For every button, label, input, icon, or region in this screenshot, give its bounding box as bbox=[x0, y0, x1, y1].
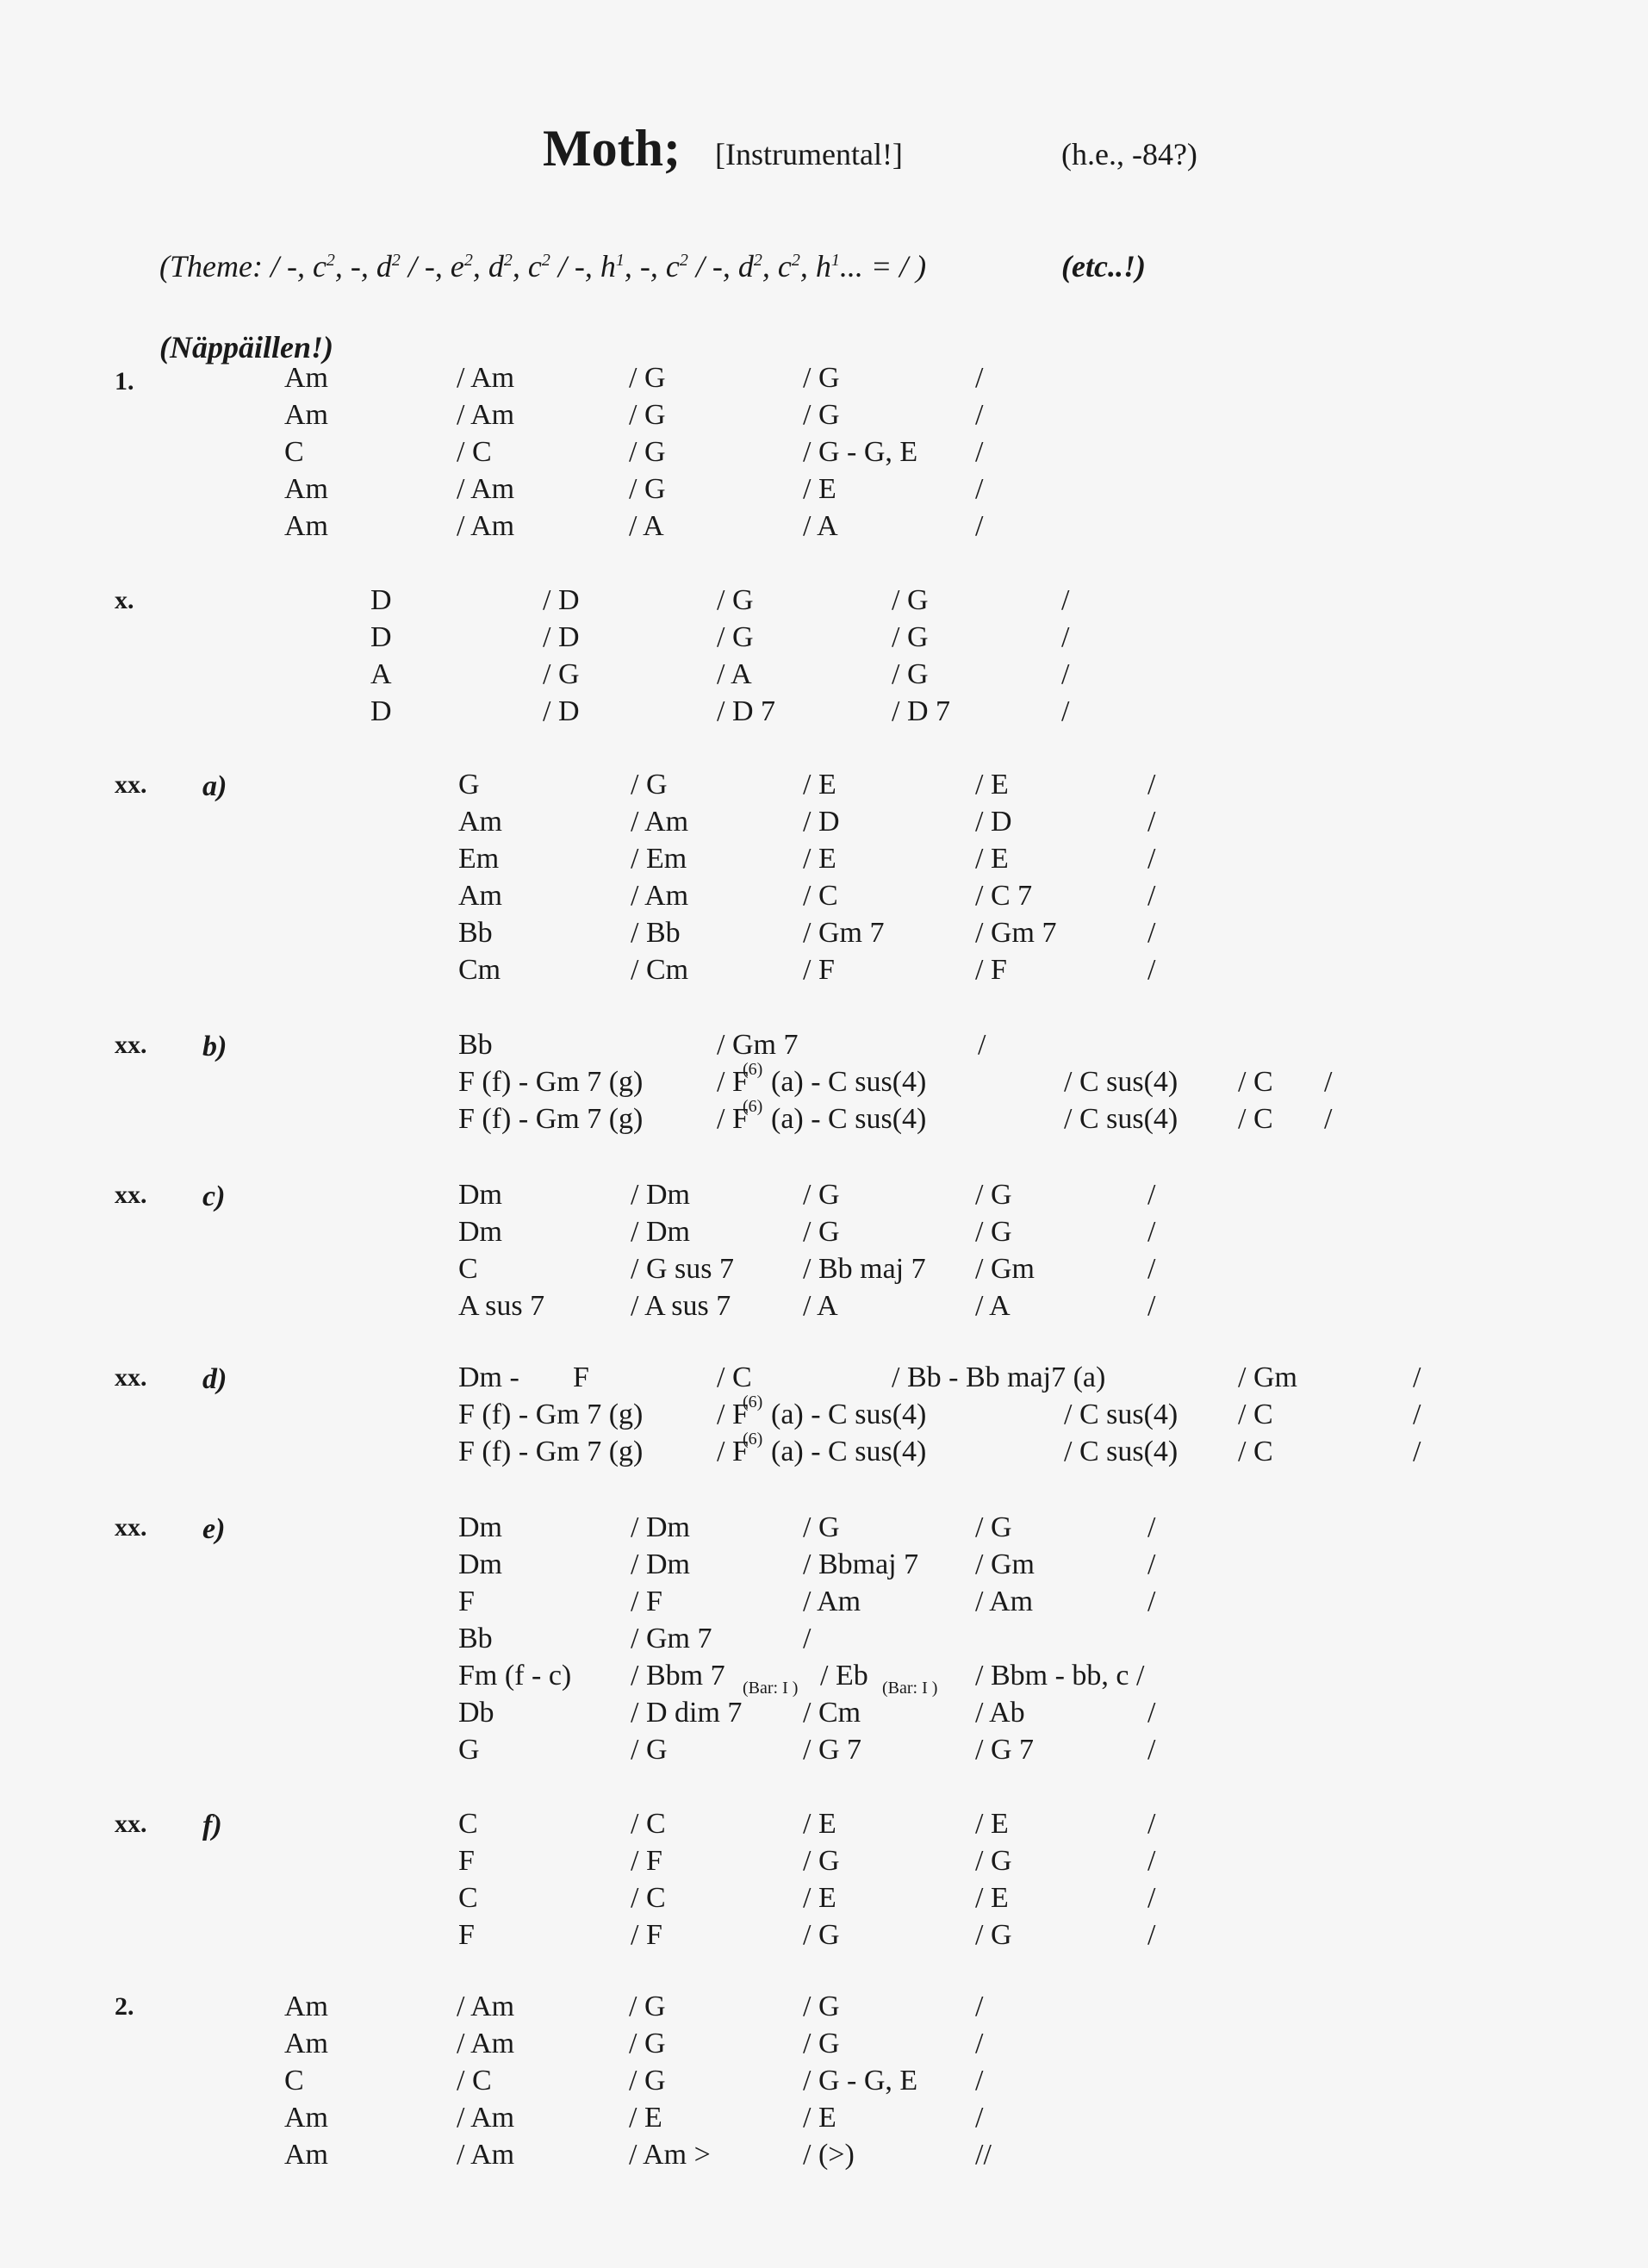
chord-cell: / bbox=[1147, 1734, 1156, 1766]
chord-cell: / G bbox=[892, 621, 929, 653]
chord-cell: Am bbox=[284, 399, 328, 431]
chord-cell: / C sus(4) bbox=[1064, 1399, 1178, 1430]
chord-cell: (6) bbox=[743, 1097, 763, 1116]
chord-cell: / G bbox=[629, 399, 666, 431]
chord-cell: / G bbox=[803, 362, 840, 394]
chord-cell: (Bar: I ) bbox=[743, 1679, 799, 1698]
chord-cell: Dm bbox=[458, 1179, 502, 1211]
chord-cell: / C sus(4) bbox=[1064, 1066, 1178, 1098]
chord-cell: / E bbox=[803, 473, 836, 505]
chord-cell: / G bbox=[975, 1511, 1012, 1543]
chord-cell: F bbox=[458, 1919, 475, 1951]
chord-cell: / bbox=[1413, 1361, 1421, 1393]
theme-text: (Theme: / -, $c^2$, -, $d^2$ / -, $e^2$, $d^2$, $c^2$ / -, $h^1$, -, $c^2$ / -, $d^2$, $c^2$, $h^1$... = / ) bbox=[159, 249, 927, 284]
chord-cell: / bbox=[1147, 769, 1156, 801]
song-meta: (h.e., -84?) bbox=[1061, 137, 1197, 171]
chord-cell: C bbox=[458, 1253, 478, 1285]
chord-cell: F bbox=[458, 1586, 475, 1617]
chord-cell: / bbox=[1147, 1548, 1156, 1580]
chord-cell: / bbox=[803, 1623, 812, 1654]
chord-cell: F (f) - Gm 7 (g) bbox=[458, 1399, 644, 1430]
chord-cell: / bbox=[1147, 917, 1156, 949]
chord-cell: / D bbox=[975, 806, 1012, 838]
chord-cell: / bbox=[975, 2065, 984, 2097]
chord-cell: / Am bbox=[457, 473, 515, 505]
chord-cell: A sus 7 bbox=[458, 1290, 545, 1322]
section-sublabel: a) bbox=[202, 770, 227, 802]
chord-cell: / D 7 bbox=[717, 695, 775, 727]
chord-cell: (a) - C sus(4) bbox=[771, 1436, 927, 1467]
chord-cell: Fm (f - c) bbox=[458, 1660, 572, 1692]
section-label: xx. bbox=[115, 1513, 147, 1542]
chord-cell: C bbox=[284, 436, 304, 468]
chord-cell: / Bbm 7 bbox=[631, 1660, 725, 1692]
chord-cell: / G bbox=[803, 1845, 840, 1877]
chord-cell: / bbox=[1061, 658, 1070, 690]
chord-cell: / F bbox=[631, 1919, 662, 1951]
section-label: 1. bbox=[115, 367, 134, 396]
chord-cell: / Gm bbox=[975, 1548, 1035, 1580]
chord-cell: / Dm bbox=[631, 1511, 690, 1543]
chord-cell: Em bbox=[458, 843, 500, 875]
section-label: x. bbox=[115, 586, 134, 614]
chord-cell: / A bbox=[629, 510, 664, 542]
chord-cell: Dm - bbox=[458, 1361, 519, 1393]
chord-cell: / bbox=[1147, 1586, 1156, 1617]
chord-cell: / Dm bbox=[631, 1548, 690, 1580]
chord-cell: / G bbox=[629, 2028, 666, 2059]
chord-cell: / E bbox=[975, 1808, 1009, 1840]
section-label: xx. bbox=[115, 1031, 147, 1059]
chord-cell: A bbox=[370, 658, 392, 690]
chord-cell: C bbox=[458, 1808, 478, 1840]
chord-cell: F (f) - Gm 7 (g) bbox=[458, 1436, 644, 1467]
chord-cell: / bbox=[978, 1029, 986, 1061]
chord-cell: F bbox=[573, 1361, 589, 1393]
chord-cell: / G bbox=[803, 1919, 840, 1951]
playing-instruction: (Näppäillen!) bbox=[159, 330, 333, 364]
chord-cell: / bbox=[1061, 584, 1070, 616]
section-sublabel: b) bbox=[202, 1031, 227, 1062]
chord-cell: / G bbox=[629, 2065, 666, 2097]
chord-cell: / bbox=[1324, 1066, 1333, 1098]
chord-cell: / Am bbox=[457, 2139, 515, 2171]
chord-cell: / C bbox=[1238, 1399, 1273, 1430]
section-label: xx. bbox=[115, 1363, 147, 1392]
chord-cell: / (>) bbox=[803, 2139, 855, 2171]
chord-cell: F (f) - Gm 7 (g) bbox=[458, 1066, 644, 1098]
chord-cell: / E bbox=[803, 769, 836, 801]
chord-cell: D bbox=[370, 584, 392, 616]
chord-cell: / Bb bbox=[631, 917, 681, 949]
chord-cell: / G bbox=[803, 1511, 840, 1543]
chord-cell: / bbox=[1324, 1103, 1333, 1135]
chord-cell: / Dm bbox=[631, 1179, 690, 1211]
etc-note: (etc..!) bbox=[1061, 249, 1146, 284]
chord-cell: / D bbox=[803, 806, 840, 838]
chord-cell: (6) bbox=[743, 1430, 763, 1449]
chord-cell: Bb bbox=[458, 1623, 493, 1654]
section-label: xx. bbox=[115, 1810, 147, 1838]
theme-line bbox=[159, 248, 926, 284]
chord-cell: / G bbox=[629, 362, 666, 394]
chord-cell: Am bbox=[284, 473, 328, 505]
chord-cell: / Gm bbox=[975, 1253, 1035, 1285]
chord-cell: Am bbox=[284, 510, 328, 542]
chord-cell: Bb bbox=[458, 1029, 493, 1061]
chord-cell: / Am bbox=[457, 2102, 515, 2134]
chord-cell: / Am bbox=[975, 1586, 1034, 1617]
chord-cell: C bbox=[284, 2065, 304, 2097]
chord-cell: / bbox=[1147, 1216, 1156, 1248]
chord-cell: / G bbox=[717, 584, 754, 616]
chord-cell: / G bbox=[892, 584, 929, 616]
chord-cell: / bbox=[1147, 1845, 1156, 1877]
chord-cell: / E bbox=[803, 1808, 836, 1840]
chord-cell: / bbox=[1147, 1919, 1156, 1951]
chord-cell: / G bbox=[631, 769, 668, 801]
chord-cell: / C bbox=[1238, 1436, 1273, 1467]
chord-cell: / bbox=[1061, 621, 1070, 653]
chord-cell: Am bbox=[284, 2102, 328, 2134]
chord-cell: Am bbox=[284, 1991, 328, 2022]
chord-cell: / bbox=[1147, 1290, 1156, 1322]
chord-cell: / bbox=[975, 436, 984, 468]
chord-cell: / bbox=[1147, 1511, 1156, 1543]
chord-cell: / bbox=[975, 510, 984, 542]
chord-cell: F (f) - Gm 7 (g) bbox=[458, 1103, 644, 1135]
chord-cell: / G bbox=[892, 658, 929, 690]
chord-cell: / E bbox=[803, 843, 836, 875]
chord-cell: Dm bbox=[458, 1548, 502, 1580]
chord-cell: / E bbox=[803, 1882, 836, 1914]
chord-cell: / A sus 7 bbox=[631, 1290, 731, 1322]
chord-cell: / E bbox=[629, 2102, 662, 2134]
chord-cell: / C bbox=[631, 1808, 666, 1840]
chord-cell: / C sus(4) bbox=[1064, 1436, 1178, 1467]
chord-cell: / A bbox=[803, 1290, 838, 1322]
chord-cell: / bbox=[975, 399, 984, 431]
chord-cell: / E bbox=[975, 1882, 1009, 1914]
chord-cell: / F bbox=[631, 1586, 662, 1617]
section-label: xx. bbox=[115, 770, 147, 799]
chord-cell: Am bbox=[284, 2028, 328, 2059]
chord-cell: / C bbox=[717, 1361, 752, 1393]
chord-cell: / Cm bbox=[803, 1697, 861, 1729]
chord-cell: (6) bbox=[743, 1393, 763, 1411]
chord-cell: / D bbox=[543, 695, 580, 727]
chord-cell: / Gm 7 bbox=[631, 1623, 712, 1654]
chord-cell: / G bbox=[975, 1179, 1012, 1211]
chord-cell: Dm bbox=[458, 1511, 502, 1543]
chord-cell: / bbox=[1147, 1253, 1156, 1285]
chord-cell: / Ab bbox=[975, 1697, 1025, 1729]
chord-cell: D bbox=[370, 621, 392, 653]
chord-cell: / bbox=[1147, 880, 1156, 912]
chord-cell: / Gm 7 bbox=[717, 1029, 799, 1061]
chord-cell: / D bbox=[543, 621, 580, 653]
chord-cell: / F bbox=[717, 1436, 749, 1467]
chord-cell: F bbox=[458, 1845, 475, 1877]
chord-cell: / Dm bbox=[631, 1216, 690, 1248]
chord-cell: / Bbm - bb, c / bbox=[975, 1660, 1145, 1692]
chord-cell: / D dim 7 bbox=[631, 1697, 743, 1729]
chord-cell: / G bbox=[629, 1991, 666, 2022]
chord-cell: / C bbox=[457, 436, 492, 468]
chord-cell: / bbox=[1413, 1399, 1421, 1430]
chord-cell: / C bbox=[1238, 1066, 1273, 1098]
chord-cell: / bbox=[1147, 806, 1156, 838]
section-sublabel: f) bbox=[202, 1810, 222, 1841]
chord-cell: / bbox=[1147, 843, 1156, 875]
chord-cell: / F bbox=[717, 1103, 749, 1135]
chord-cell: / F bbox=[717, 1066, 749, 1098]
chord-cell: Am bbox=[458, 806, 502, 838]
chord-cell: / Gm 7 bbox=[803, 917, 885, 949]
chord-cell: / G bbox=[803, 399, 840, 431]
chord-cell: / Am bbox=[631, 806, 689, 838]
chord-cell: / bbox=[1413, 1436, 1421, 1467]
chord-cell: / G bbox=[629, 473, 666, 505]
chord-cell: / E bbox=[975, 769, 1009, 801]
chord-cell: / bbox=[975, 2102, 984, 2134]
chord-cell: / Am bbox=[457, 362, 515, 394]
chord-cell: / G 7 bbox=[803, 1734, 861, 1766]
chord-cell: / F bbox=[631, 1845, 662, 1877]
chord-cell: Dm bbox=[458, 1216, 502, 1248]
section-sublabel: c) bbox=[202, 1181, 226, 1212]
chord-cell: / Bbmaj 7 bbox=[803, 1548, 919, 1580]
chord-cell: G bbox=[458, 769, 480, 801]
section-label: xx. bbox=[115, 1181, 147, 1209]
chord-cell: / C bbox=[1238, 1103, 1273, 1135]
section-sublabel: d) bbox=[202, 1363, 227, 1395]
chord-cell: // bbox=[975, 2139, 992, 2171]
chord-cell: / bbox=[1147, 1179, 1156, 1211]
chord-cell: / bbox=[1061, 695, 1070, 727]
chord-cell: / G - G, E bbox=[803, 436, 918, 468]
chord-cell: / E bbox=[975, 843, 1009, 875]
chord-cell: / G 7 bbox=[975, 1734, 1034, 1766]
chord-cell: D bbox=[370, 695, 392, 727]
chord-cell: / G bbox=[631, 1734, 668, 1766]
chord-cell: / Am bbox=[803, 1586, 861, 1617]
chord-cell: / Am bbox=[631, 880, 689, 912]
chord-cell: / G bbox=[975, 1216, 1012, 1248]
chord-cell: / Bb - Bb maj7 (a) bbox=[892, 1361, 1106, 1393]
chord-cell: Am bbox=[284, 362, 328, 394]
chord-cell: (Bar: I ) bbox=[882, 1679, 938, 1698]
section-sublabel: e) bbox=[202, 1513, 226, 1545]
chord-cell: Am bbox=[284, 2139, 328, 2171]
chord-cell: / bbox=[975, 362, 984, 394]
chord-cell: G bbox=[458, 1734, 480, 1766]
chord-cell: / G bbox=[975, 1845, 1012, 1877]
chord-cell: / C bbox=[803, 880, 838, 912]
chord-cell: / C bbox=[631, 1882, 666, 1914]
chord-cell: / G bbox=[803, 1179, 840, 1211]
chord-cell: / G bbox=[803, 1991, 840, 2022]
chord-cell: / C sus(4) bbox=[1064, 1103, 1178, 1135]
chord-cell: / Eb bbox=[820, 1660, 868, 1692]
chord-cell: / D 7 bbox=[892, 695, 950, 727]
chord-cell: (a) - C sus(4) bbox=[771, 1066, 927, 1098]
chord-cell: Bb bbox=[458, 917, 493, 949]
chord-cell: / bbox=[1147, 954, 1156, 986]
chord-cell: / bbox=[1147, 1697, 1156, 1729]
chord-cell: / E bbox=[803, 2102, 836, 2134]
chord-cell: / G bbox=[629, 436, 666, 468]
chord-cell: / F bbox=[803, 954, 835, 986]
chord-cell: / C bbox=[457, 2065, 492, 2097]
chord-cell: (a) - C sus(4) bbox=[771, 1103, 927, 1135]
chord-cell: Cm bbox=[458, 954, 501, 986]
chord-cell: / D bbox=[543, 584, 580, 616]
chord-cell: / Am > bbox=[629, 2139, 711, 2171]
chord-cell: (a) - C sus(4) bbox=[771, 1399, 927, 1430]
chord-cell: / G bbox=[543, 658, 580, 690]
chord-cell: / F bbox=[717, 1399, 749, 1430]
chord-cell: / Am bbox=[457, 510, 515, 542]
chord-cell: / Gm 7 bbox=[975, 917, 1057, 949]
song-subtitle: [Instrumental!] bbox=[715, 137, 903, 171]
chord-cell: / F bbox=[975, 954, 1007, 986]
chord-cell: / C 7 bbox=[975, 880, 1033, 912]
chord-cell: / A bbox=[717, 658, 752, 690]
chord-cell: / G sus 7 bbox=[631, 1253, 734, 1285]
chord-cell: / A bbox=[803, 510, 838, 542]
chord-cell: / G bbox=[803, 1216, 840, 1248]
chord-cell: / A bbox=[975, 1290, 1011, 1322]
chord-cell: C bbox=[458, 1882, 478, 1914]
chord-cell: / G - G, E bbox=[803, 2065, 918, 2097]
chord-cell: / Am bbox=[457, 399, 515, 431]
chord-cell: / G bbox=[717, 621, 754, 653]
chord-cell: / bbox=[1147, 1882, 1156, 1914]
chord-cell: / Am bbox=[457, 2028, 515, 2059]
chord-cell: / Cm bbox=[631, 954, 689, 986]
chord-cell: Am bbox=[458, 880, 502, 912]
section-label: 2. bbox=[115, 1992, 134, 2021]
chord-cell: / G bbox=[975, 1919, 1012, 1951]
chord-cell: / Em bbox=[631, 843, 687, 875]
chord-cell: (6) bbox=[743, 1060, 763, 1079]
chord-cell: / bbox=[975, 473, 984, 505]
chord-cell: / bbox=[1147, 1808, 1156, 1840]
song-title: Moth; bbox=[543, 120, 681, 177]
chord-cell: / bbox=[975, 2028, 984, 2059]
chord-cell: / Bb maj 7 bbox=[803, 1253, 926, 1285]
chord-cell: / G bbox=[803, 2028, 840, 2059]
chord-cell: / bbox=[975, 1991, 984, 2022]
chord-cell: Db bbox=[458, 1697, 494, 1729]
chord-cell: / Am bbox=[457, 1991, 515, 2022]
chord-cell: / Gm bbox=[1238, 1361, 1297, 1393]
